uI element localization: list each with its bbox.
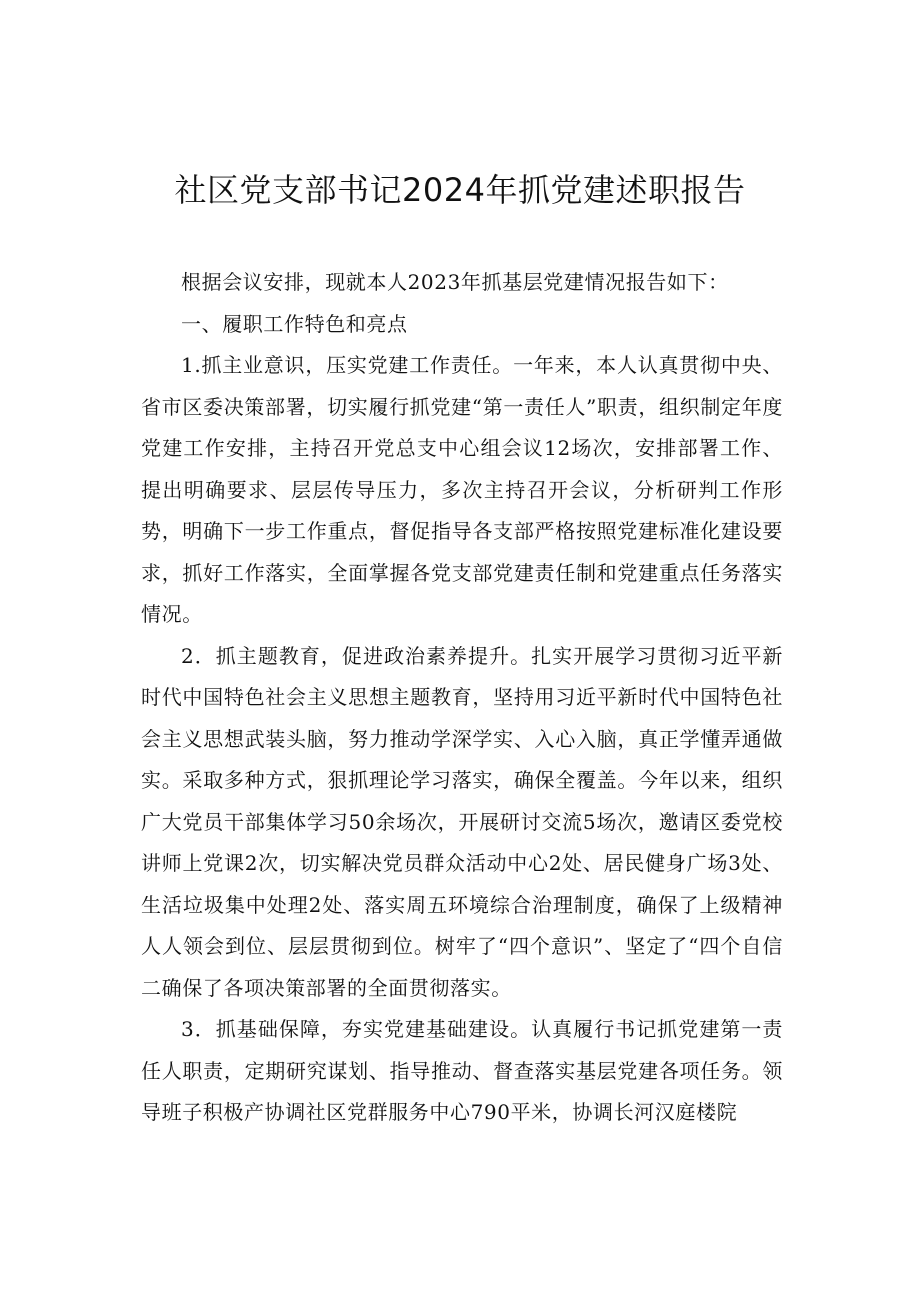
- document-title: 社区党支部书记2024年抓党建述职报告: [174, 171, 746, 209]
- body-paragraph: 2．抓主题教育，促进政治素养提升。扎实开展学习贯彻习近平新时代中国特色社会主义思想主题教育，坚持用习近平新时代中国特色社会主义思想武装头脑，努力推动学深学实、入心入脑，真正学懂弄通做实。采取多种方式，狠抓理论学习落实，确保全覆盖。今年以来，组织广大党员干部集体学习50余场次，开展研讨交流5场次，邀请区委党校讲师上党课2次，切实解决党员群众活动中心2处、居民健身广场3处、生活垃圾集中处理2处、落实周五环境综合治理制度，确保了上级精神人人领会到位、层层贯彻到位。树牢了“四个意识”、坚定了“四个自信二确保了各项决策部署的全面贯彻落实。: [141, 643, 783, 1000]
- intro-paragraph: 根据会议安排，现就本人2023年抓基层党建情况报告如下：: [181, 270, 729, 294]
- section-heading: 一、履职工作特色和亮点: [181, 311, 408, 336]
- body-paragraph: 3．抓基础保障，夯实党建基础建设。认真履行书记抓党建第一责任人职责，定期研究谋划、指导推动、督查落实基层党建各项任务。领导班子积极产协调社区党群服务中心790平米，协调长河汉庭楼院: [141, 1017, 783, 1124]
- body-paragraph: 1.抓主业意识，压实党建工作责任。一年来，本人认真贯彻中央、省市区委决策部署，切实履行抓党建“第一责任人”职责，组织制定年度党建工作安排，主持召开党总支中心组会议12场次，安排部署工作、提出明确要求、层层传导压力，多次主持召开会议，分析研判工作形势，明确下一步工作重点，督促指导各支部严格按照党建标准化建设要求，抓好工作落实，全面掌握各党支部党建责任制和党建重点任务落实情况。: [141, 353, 783, 626]
- document-body: [141, 262, 783, 1134]
